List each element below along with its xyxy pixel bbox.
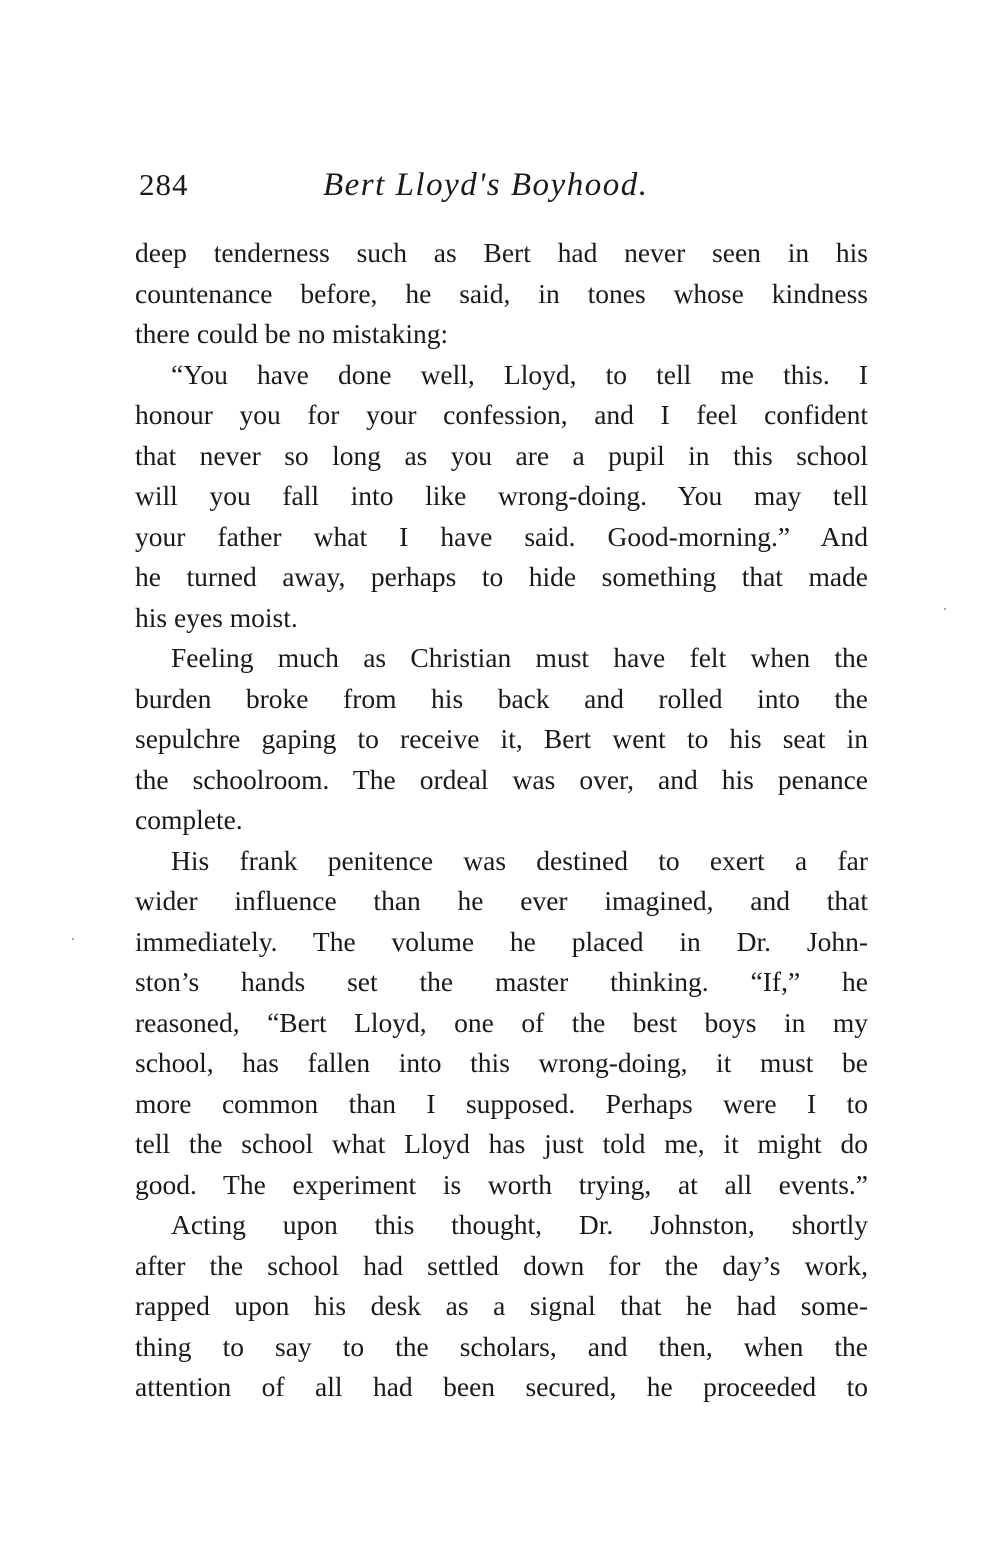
text-line: he turned away, perhaps to hide something that made [135,561,868,592]
text-line: his eyes moist. [135,601,298,633]
text-line: rapped upon his desk as a signal that he had some- [135,1290,868,1321]
text-line: sepulchre gaping to receive it, Bert went to his seat in [135,723,868,754]
text-line: there could be no mistaking: [135,318,449,349]
text-line: that never so long as you are a pupil in this school [135,439,868,471]
body-text [135,233,868,1408]
text-line: the schoolroom. The ordeal was over, and his penance [135,763,868,795]
text-line: school, has fallen into this wrong-doing, it must be [135,1047,868,1078]
text-line: Feeling much as Christian must have felt when the [171,642,868,673]
text-line: after the school had settled down for the day’s work, [135,1249,868,1281]
text-line: good. The experiment is worth trying, at all events.” [135,1168,868,1200]
text-line: will you fall into like wrong-doing. You may tell [135,480,868,511]
text-line: reasoned, “Bert Lloyd, one of the best boys in my [135,1006,868,1038]
text-line: deep tenderness such as Bert had never seen in his [135,237,868,268]
text-line: immediately. The volume he placed in Dr. John- [135,925,868,957]
text-line: honour you for your confession, and I feel confident [135,399,868,430]
paper-speck [944,608,946,610]
text-line: complete. [135,804,243,835]
text-line: more common than I supposed. Perhaps were I to [135,1087,868,1119]
text-line: tell the school what Lloyd has just told me, it might do [135,1128,868,1159]
text-line: thing to say to the scholars, and then, when the [135,1330,868,1362]
page-number: 284 [139,167,189,202]
text-line: His frank penitence was destined to exert a far [171,844,868,876]
text-line: burden broke from his back and rolled into the [135,682,868,714]
text-line: countenance before, he said, in tones whose kindness [135,277,868,309]
text-line: ston’s hands set the master thinking. “If,” he [135,966,868,997]
text-line: your father what I have said. Good-morning.” And [135,520,868,552]
paper-speck [72,938,74,940]
text-line: Acting upon this thought, Dr. Johnston, shortly [171,1209,868,1240]
running-title: Bert Lloyd's Boyhood. [323,167,649,203]
text-line: attention of all had been secured, he proceeded to [135,1371,868,1402]
page-header [135,160,870,220]
text-line: wider influence than he ever imagined, and that [135,885,868,916]
text-line: “You have done well, Lloyd, to tell me this. I [171,358,868,390]
